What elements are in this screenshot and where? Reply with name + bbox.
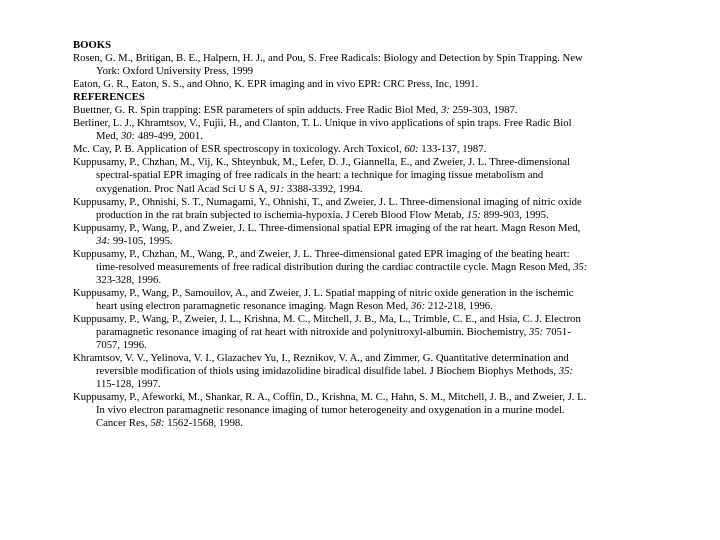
reference-entry-2: Berliner, L. J., Khramtsov, V., Fujii, H., and Clanton, T. L. Unique in vivo applications of spin traps. Free Radic Biol Med, 30: 489-499, 2001. [73, 117, 572, 143]
reference-entry-10: Khramtsov, V. V., Yelinova, V. I., Glazachev Yu, I., Reznikov, V. A., and Zimmer, G. Quantitative determination and reversible modification of thiols using imidazolidine biradical disulfide label. J Biochem Biophys Methods, 35: 115-128, 1997. [73, 352, 573, 391]
references-heading: REFERENCES [73, 91, 145, 104]
reference-entry-4: Kuppusamy, P., Chzhan, M., Vij, K., Shteynbuk, M., Lefer, D. J., Giannella, E., and Zweier, J. L. Three-dimensional spectral-spatial EPR imaging of free radicals in the heart: a technique for imaging tissue metabolism and oxygenation. Proc Natl Acad Sci U S A, 91: 3388-3392, 1994. [73, 156, 570, 195]
reference-entry-5: Kuppusamy, P., Ohnishi, S. T., Numagami, Y., Ohnishi, T., and Zweier, J. L. Three-dimensional imaging of nitric oxide production in the rat brain subjected to ischemia-hypoxia. J Cereb Blood Flow Metab, 15: 899-903, 1995. [73, 195, 582, 221]
book-entry-text: Eaton, G. R., Eaton, S. S., and Ohno, K. EPR imaging and in vivo EPR: CRC Press, Inc, 1991. [73, 78, 479, 91]
reference-entry-7: Kuppusamy, P., Chzhan, M., Wang, P., and Zweier, J. L. Three-dimensional gated EPR imaging of the beating heart: time-resolved measurements of free radical distribution during the cardiac contractile cycle. Magn Reson Med, 35: 323-328, 1996. [73, 247, 588, 286]
book-entry-text: Rosen, G. M., Britigan, B. E., Halpern, H. J., and Pou, S. Free Radicals: Biology and Detection by Spin Trapping. New York: Oxford University Press, 1999 [73, 52, 583, 78]
reference-entry-3: Mc. Cay, P. B. Application of ESR spectroscopy in toxicology. Arch Toxicol, 60: 133-137, 1987. [73, 143, 487, 156]
bibliography [73, 39, 593, 430]
reference-entry-11: Kuppusamy, P., Afeworki, M., Shankar, R. A., Coffin, D., Krishna, M. C., Hahn, S. M., Mitchell, J. B., and Zweier, J. L. In vivo electron paramagnetic resonance imaging of tumor heterogeneity and oxygenation in a murine model. Cancer Res, 58: 1562-1568, 1998. [73, 391, 587, 430]
reference-entry-9: Kuppusamy, P., Wang, P., Zweier, J. L., Krishna, M. C., Mitchell, J. B., Ma, L., Trimble, C. E., and Hsia, C. J. Electron paramagnetic resonance imaging of rat heart with nitroxide and polynitroxyl-albumin. Biochemistry, 35: 7051-7057, 1996. [73, 312, 581, 352]
book-entry-2 [73, 78, 593, 91]
reference-entry-8: Kuppusamy, P., Wang, P., Samouilov, A., and Zweier, J. L. Spatial mapping of nitric oxide generation in the ischemic heart using electron paramagnetic resonance imaging. Magn Reson Med, 36: 212-218, 1996. [73, 286, 574, 312]
reference-entry-1: Buettner, G. R. Spin trapping: ESR parameters of spin adducts. Free Radic Biol Med, 3: 259-303, 1987. [73, 104, 518, 117]
reference-entry-6: Kuppusamy, P., Wang, P., and Zweier, J. L. Three-dimensional spatial EPR imaging of the rat heart. Magn Reson Med, 34: 99-105, 1995. [73, 221, 581, 247]
book-entry-1 [73, 52, 593, 78]
books-heading: BOOKS [73, 39, 112, 51]
